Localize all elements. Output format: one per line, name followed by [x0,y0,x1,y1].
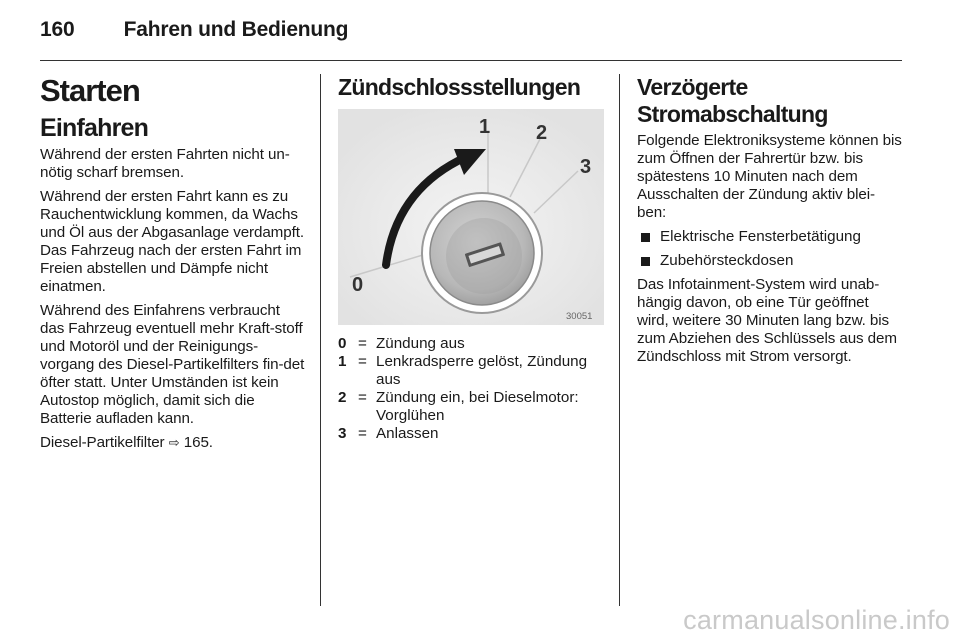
chapter-title: Fahren und Bedienung [123,18,349,41]
column-starten [40,74,305,458]
section-title: Zündschlossstellungen [338,74,581,100]
column-zuendschloss [338,74,604,443]
legend-row [338,335,604,353]
list-item [637,252,903,270]
legend-row [338,353,604,389]
list-item [637,228,903,246]
legend-equals: = [358,335,367,352]
subsection-title: Einfahren [40,114,149,142]
column-stromabschaltung [637,74,903,372]
legend-text: Lenkradsperre gelöst, Zündung aus [376,353,588,388]
legend-equals: = [358,389,367,406]
legend-key: 1 [338,353,347,370]
list-item-text: Zubehörsteckdosen [660,252,794,269]
legend-row [338,389,604,425]
label-1: 1 [479,116,491,138]
list-item-text: Elektrische Fensterbetätigung [660,228,861,245]
reference-text: Diesel-Partikelfilter [40,434,165,451]
section-title: Starten [40,73,140,108]
paragraph: Während des Einfahrens verbraucht das Fahrzeug eventuell mehr Kraft-stoff und Motoröl und der Reinigungs-vorgang des Diesel-Partikelfilters fin-det öfter statt. Unter Umständen ist kein Autostop möglich, damit sich die Batterie aufladen kann. [40,302,305,427]
header-rule [40,60,902,61]
section-title [637,74,903,128]
legend-text: Zündung aus [376,335,465,352]
ignition-lock-illustration [338,109,604,325]
section-title-line2: Stromabschaltung [637,101,828,127]
page-header [40,18,348,42]
legend-key: 2 [338,389,347,406]
ignition-figure [338,109,604,325]
legend-text: Anlassen [376,425,439,442]
reference-page: 165. [183,434,213,451]
bullet-list [637,228,903,270]
legend-key: 3 [338,425,347,442]
bullet-square-icon [641,233,650,242]
page-number: 160 [40,18,75,41]
section-title-line1: Verzögerte [637,74,748,100]
legend-text: Zündung ein, bei Dieselmotor: Vorglühen [376,389,579,424]
position-legend [338,335,604,443]
column-divider-2 [619,74,620,606]
legend-equals: = [358,353,367,370]
paragraph: Folgende Elektroniksysteme können bis zum Öffnen der Fahrertür bzw. bis spätestens 10 Minuten nach dem Ausschalten der Zündung aktiv blei-ben: [637,132,902,221]
paragraph: Das Infotainment-System wird unab-hängig davon, ob eine Tür geöffnet wird, weitere 30 Minuten lang bzw. bis zum Abziehen des Schlüssels aus dem Zündschloss mit Strom versorgt. [637,276,897,365]
paragraph: Während der ersten Fahrten nicht un-nötig scharf bremsen. [40,146,290,181]
legend-row [338,425,604,443]
legend-key: 0 [338,335,347,352]
paragraph: Während der ersten Fahrt kann es zu Rauchentwicklung kommen, da Wachs und Öl aus der Abgasanlage verdampft. Das Fahrzeug nach der ersten Fahrt im Freien abstellen und Dämpfe nicht einatmen. [40,188,304,295]
cross-reference[interactable] [40,434,305,452]
arrow-right-icon: ⇨ [168,435,180,450]
watermark: carmanualsonline.info [683,605,950,635]
figure-code: 30051 [566,311,593,322]
legend-equals: = [358,425,367,442]
label-3: 3 [580,156,592,178]
column-divider-1 [320,74,321,606]
bullet-square-icon [641,257,650,266]
label-0: 0 [352,274,364,296]
label-2: 2 [536,122,548,144]
